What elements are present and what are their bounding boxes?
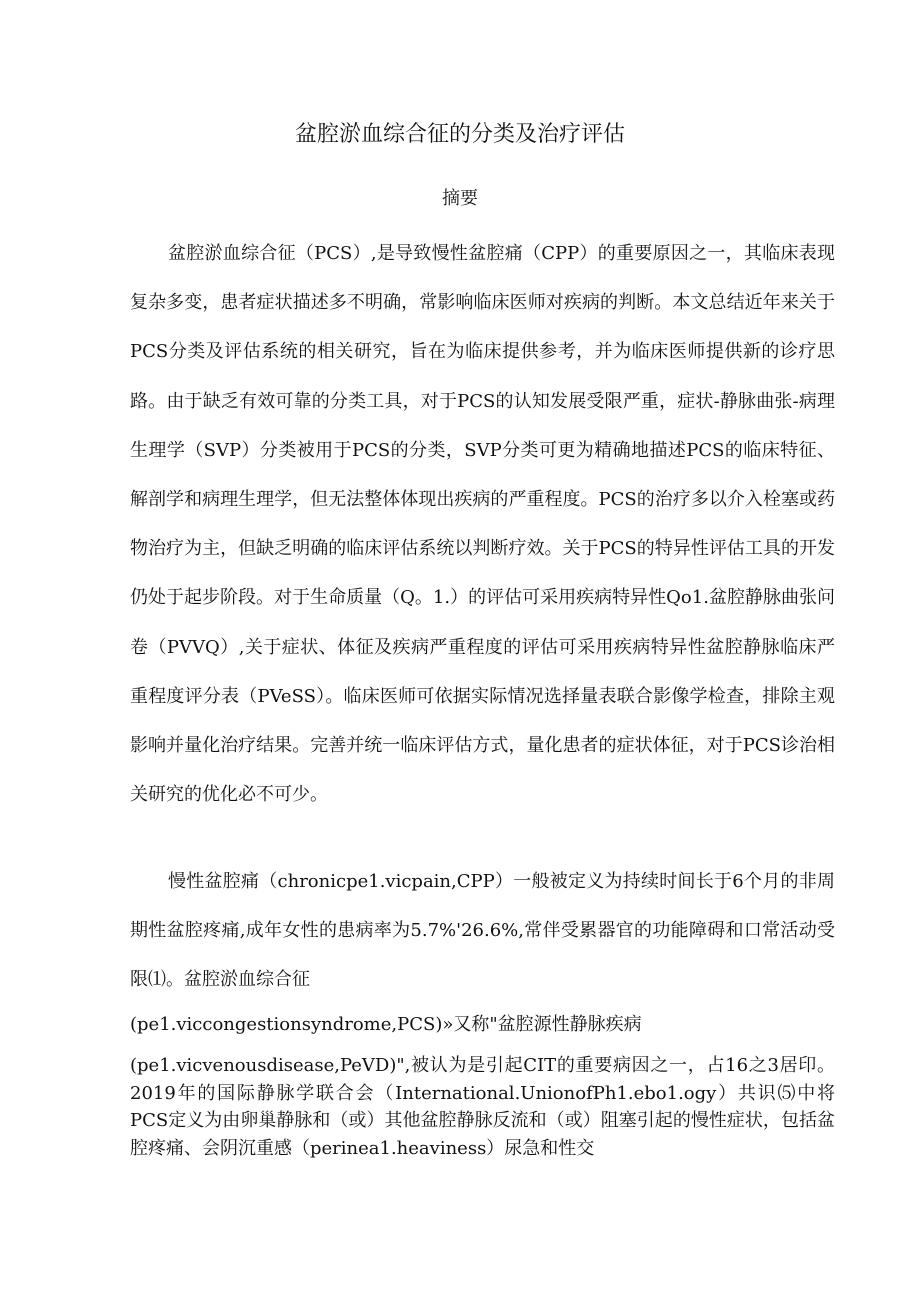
intro-paragraph-continued: (pe1.vicvenousdisease,PeVD)",被认为是引起CIT的重要病因之一，占16之3居印。2019年的国际静脉学联合会（International.UnionofPh1.ebo1.ogy）共识⑸中将PCS定义为由卵巢静脉和（或）其他盆腔静脉反流和（或）阻塞引起的慢性症状，包括盆腔疼痛、会阴沉重感（perinea1.heaviness）尿急和性交 [130,1055,835,1159]
intro-line-pcs-term: (pe1.viccongestionsyndrome,PCS)»又称"盆腔源性静脉疾病 [130,1014,642,1035]
abstract-heading: 摘要 [442,188,478,209]
abstract-paragraph: 盆腔淤血综合征（PCS）,是导致慢性盆腔痛（CPP）的重要原因之一，其临床表现复杂多变，患者症状描述多不明确，常影响临床医师对疾病的判断。本文总结近年来关于PCS分类及评估系统的相关研究，旨在为临床提供参考，并为临床医师提供新的诊疗思路。由于缺乏有效可靠的分类工具，对于PCS的认知发展受限严重，症状-静脉曲张-病理生理学（SVP）分类被用于PCS的分类，SVP分类可更为精确地描述PCS的临床特征、解剖学和病理生理学，但无法整体体现出疾病的严重程度。PCS的治疗多以介入栓塞或药物治疗为主，但缺乏明确的临床评估系统以判断疗效。关于PCS的特异性评估工具的开发仍处于起步阶段。对于生命质量（Q。1.）的评估可采用疾病特异性Qo1.盆腔静脉曲张问卷（PVVQ）,关于症状、体征及疾病严重程度的评估可采用疾病特异性盆腔静脉临床严重程度评分表（PVeSS）。临床医师可依据实际情况选择量表联合影像学检查，排除主观影响并量化治疗结果。完善并统一临床评估方式，量化患者的症状体征，对于PCS诊治相关研究的优化必不可少。 [130,243,835,806]
intro-paragraph: 慢性盆腔痛（chronicpe1.vicpain,CPP）一般被定义为持续时间长于6个月的非周期性盆腔疼痛,成年女性的患病率为5.7%'26.6%,常伴受累器官的功能障碍和口常活动受限⑴。盆腔淤血综合征 [130,871,835,990]
document-title: 盆腔淤血综合征的分类及治疗评估 [294,122,625,147]
